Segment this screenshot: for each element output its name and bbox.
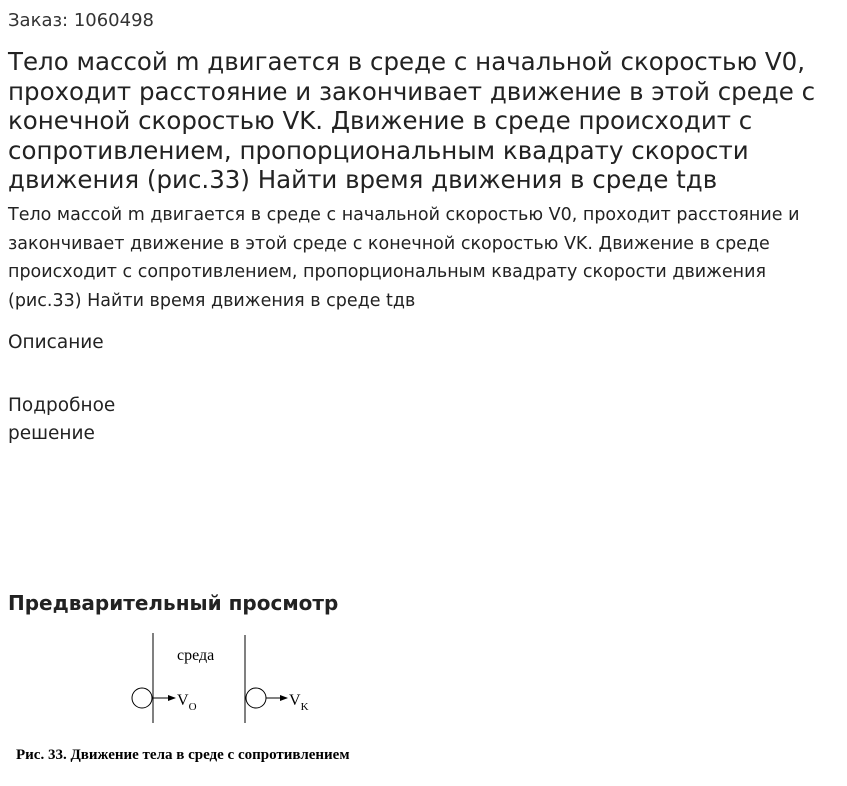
- order-number: Заказ: 1060498: [8, 10, 154, 31]
- description-label: Описание: [8, 332, 104, 353]
- vk-subscript: K: [300, 701, 309, 713]
- body-final-circle: [246, 688, 266, 708]
- preview-title: Предварительный просмотр: [8, 591, 339, 615]
- vk-main: V: [289, 692, 301, 709]
- task-title: Тело массой m двигается в среде с начальной скоростью V0, проходит расстояние и закончивает движение в этой среде с конечной скоростью VK. Движение в среде происходит с сопротивлением, пропорциональным квадрату скорости движения (рис.33) Найти время движения в среде tдв: [8, 47, 816, 194]
- figure-drawing: [0, 625, 440, 745]
- v0-subscript: O: [188, 701, 197, 713]
- task-description: Тело массой m двигается в среде с начальной скоростью V0, проходит расстояние и закончивает движение в этой среде с конечной скоростью VK. Движение в среде происходит с сопротивлением, пропорциональным квадрату скорости движения (рис.33) Найти время движения в среде tдв: [8, 205, 800, 311]
- medium-label: среда: [177, 647, 215, 664]
- v0-main: V: [177, 692, 189, 709]
- figure-caption: Рис. 33. Движение тела в среде с сопротивлением: [16, 747, 350, 763]
- vk-label: [289, 692, 309, 713]
- body-initial-circle: [132, 688, 152, 708]
- detailed-solution-label: Подробное решение: [8, 395, 116, 444]
- v0-label: [177, 692, 197, 713]
